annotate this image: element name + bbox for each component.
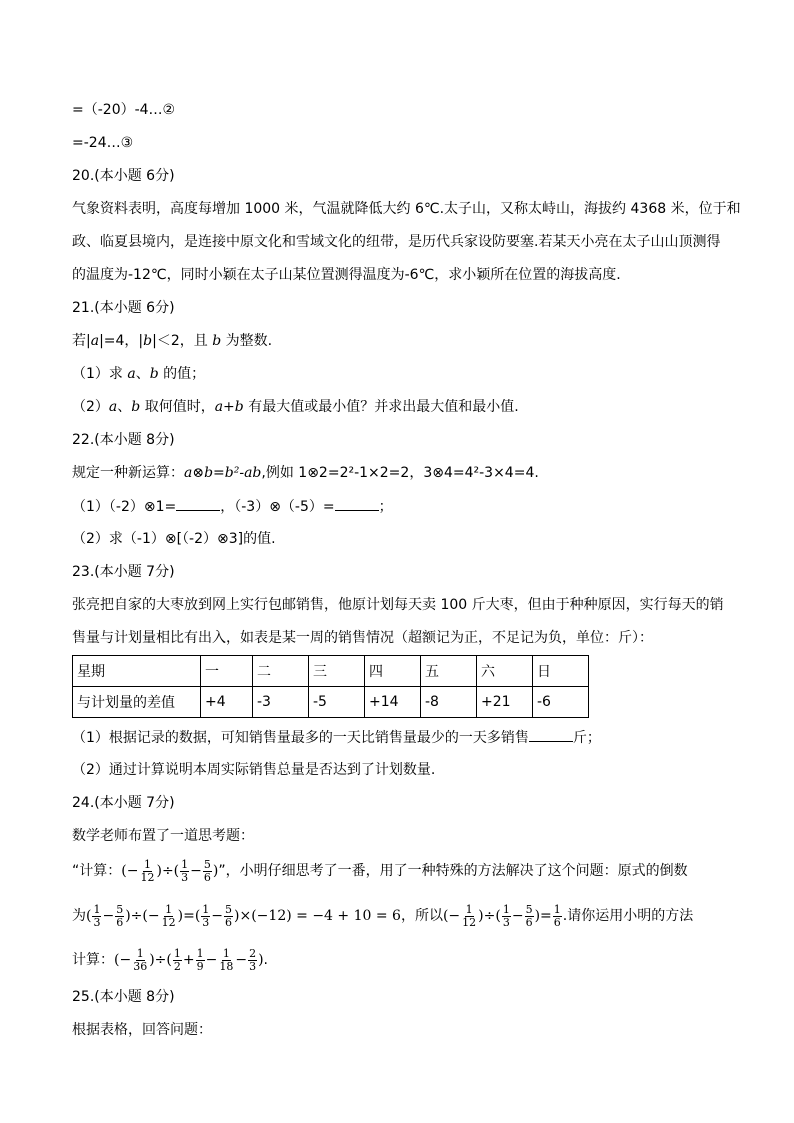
solution-line-2: =（-20）-4…② (72, 102, 176, 118)
table-cell: 三 (309, 656, 365, 687)
fraction: $\frac{1}{36}$ (133, 946, 148, 973)
q23-sub-1: （1）根据记录的数据，可知销售量最多的一天比销售量最少的一天多销售 斤； (72, 727, 601, 748)
fraction: $\frac{1}{2}$ (173, 946, 181, 973)
q22-heading: 22.(本小题 8分) (72, 432, 175, 448)
q23-text-2: 售量与计划量相比有出入，如表是某一周的销售情况（超额记为正，不足记为负，单位：斤）： (72, 630, 653, 646)
table-cell: 五 (421, 656, 477, 687)
fraction: $\frac{5}{6}$ (525, 902, 533, 929)
q21-sub-1: （1）求 a、b 的值； (72, 366, 206, 382)
table-cell: +21 (477, 687, 533, 718)
table-cell: 一 (201, 656, 253, 687)
q24-text-3: 为( $\frac{1}{3}$ − $\frac{5}{6}$ )÷(− $\frac{1}{12}$ )=( $\frac{1}{3}$ − $\frac{5}{6}$ )×(−12) = −4 + 10 = 6，所以(− $\frac{1}{12}$ )÷( $\frac{1}{3}$ − $\frac{5}{6}$ )= $\frac{1}{6}$ .请你运用小明的方法 (72, 902, 694, 929)
sales-table (72, 655, 589, 718)
answer-blank[interactable] (176, 496, 220, 511)
fraction: $\frac{5}{6}$ (203, 857, 211, 884)
q25-heading: 25.(本小题 8分) (72, 989, 175, 1005)
q24-text-4: 计算：(− $\frac{1}{36}$ )÷( $\frac{1}{2}$ + $\frac{1}{9}$ − $\frac{1}{18}$ − $\frac{2}{3}$ ). (72, 946, 268, 973)
q21-sub-2: （2）a、b 取何值时，a+b 有最大值或最小值？并求出最大值和最小值. (72, 399, 519, 415)
q21-text-1: 若|a|=4，|b|＜2，且 b 为整数. (72, 333, 273, 349)
answer-blank[interactable] (335, 496, 379, 511)
q22-text-1: 规定一种新运算：a⊗b=b²-ab,例如 1⊗2=2²-1×2=2，3⊗4=4²-3×4=4. (72, 465, 539, 481)
fraction: $\frac{1}{3}$ (502, 902, 510, 929)
fraction: $\frac{1}{3}$ (93, 902, 101, 929)
q20-text-1: 气象资料表明，高度每增加 1000 米，气温就降低大约 6℃.太子山，又称太峙山，海拔约 4368 米，位于和 (72, 201, 741, 217)
table-cell: 二 (253, 656, 309, 687)
fraction: $\frac{5}{6}$ (225, 902, 233, 929)
solution-line-3: =-24…③ (72, 135, 134, 151)
q20-heading: 20.(本小题 6分) (72, 168, 175, 184)
fraction: $\frac{1}{12}$ (140, 857, 155, 884)
table-row (73, 687, 589, 718)
q24-text-2: “计算：(− $\frac{1}{12}$ )÷( $\frac{1}{3}$ − $\frac{5}{6}$ )”，小明仔细思考了一番，用了一种特殊的方法解决了这个问题：原式的倒数 (72, 857, 688, 884)
fraction: $\frac{1}{18}$ (219, 946, 234, 973)
table-cell: +14 (365, 687, 421, 718)
fraction: $\frac{2}{3}$ (249, 946, 257, 973)
answer-blank[interactable] (529, 727, 573, 742)
fraction: $\frac{1}{12}$ (462, 902, 477, 929)
q22-sub-2: （2）求（-1）⊗[（-2）⊗3]的值. (72, 531, 276, 547)
table-cell: -3 (253, 687, 309, 718)
table-cell: -6 (533, 687, 589, 718)
q22-sub-1: （1）（-2）⊗1= ，（-3）⊗（-5）= ； (72, 496, 393, 517)
fraction: $\frac{5}{6}$ (116, 902, 124, 929)
fraction: $\frac{1}{9}$ (196, 946, 204, 973)
table-cell: 六 (477, 656, 533, 687)
q23-text-1: 张亮把自家的大枣放到网上实行包邮销售，他原计划每天卖 100 斤大枣，但由于种种原因，实行每天的销 (72, 597, 724, 613)
q24-text-1: 数学老师布置了一道思考题： (72, 828, 254, 844)
q20-text-2: 政、临夏县境内，是连接中原文化和雪域文化的纽带，是历代兵家设防要塞.若某天小亮在太子山山顶测得 (72, 234, 721, 250)
q21-heading: 21.(本小题 6分) (72, 300, 175, 316)
table-header-row (73, 656, 589, 687)
q20-text-3: 的温度为-12℃，同时小颖在太子山某位置测得温度为-6℃，求小颖所在位置的海拔高度. (72, 267, 621, 283)
table-cell: -5 (309, 687, 365, 718)
q24-heading: 24.(本小题 7分) (72, 795, 175, 811)
table-cell: 日 (533, 656, 589, 687)
fraction: $\frac{1}{12}$ (161, 902, 176, 929)
fraction: $\frac{1}{6}$ (553, 902, 561, 929)
fraction: $\frac{1}{3}$ (202, 902, 210, 929)
table-cell: 四 (365, 656, 421, 687)
table-cell: +4 (201, 687, 253, 718)
q23-sub-2: （2）通过计算说明本周实际销售总量是否达到了计划数量. (72, 762, 436, 778)
fraction: $\frac{1}{3}$ (181, 857, 189, 884)
table-cell: -8 (421, 687, 477, 718)
table-cell: 与计划量的差值 (73, 687, 201, 718)
q23-heading: 23.(本小题 7分) (72, 564, 175, 580)
table-cell: 星期 (73, 656, 201, 687)
q25-text-1: 根据表格，回答问题： (72, 1022, 212, 1038)
